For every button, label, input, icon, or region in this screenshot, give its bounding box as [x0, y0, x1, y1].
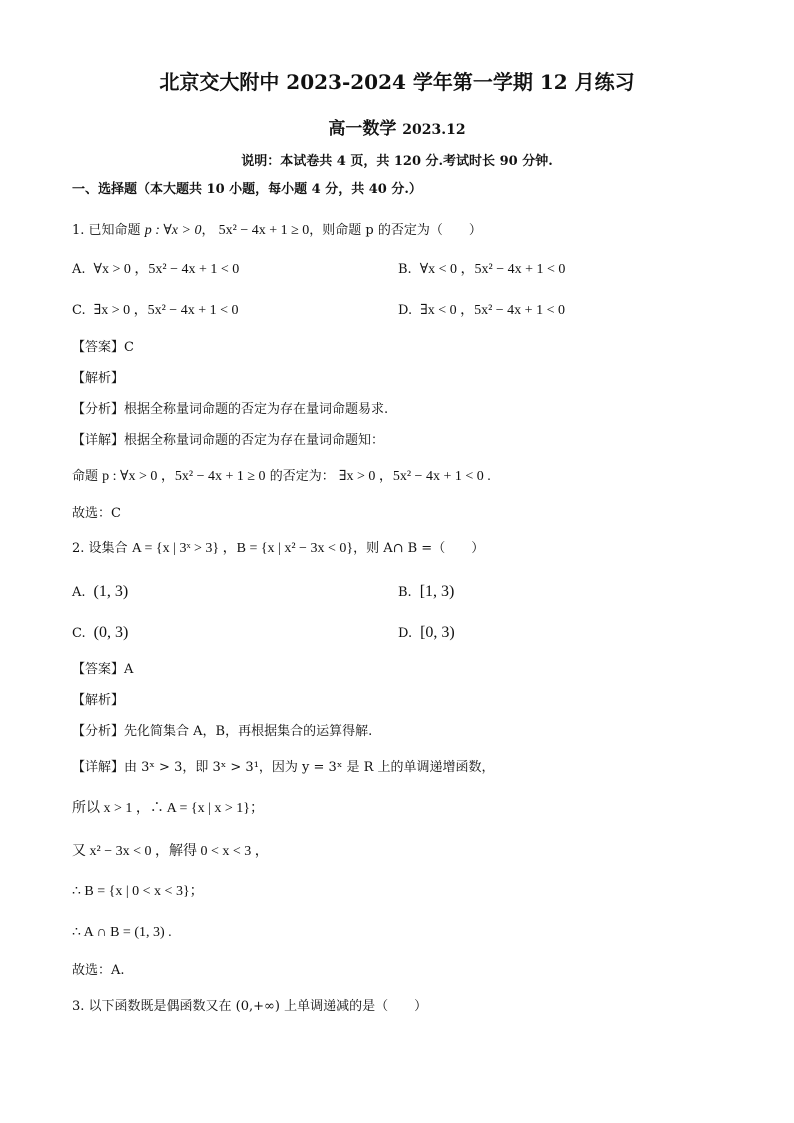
q1-analysis — [72, 401, 388, 419]
q1-option-b-label: B. — [398, 262, 412, 277]
q1-step1-mid: 的否定为： — [269, 469, 335, 484]
q1-option-d[interactable] — [398, 302, 565, 320]
q1-analysis-tag: 【分析】 — [72, 402, 125, 417]
q2-detail-text: 由 3ˣ > 3，即 3ˣ > 3¹，因为 y = 3ˣ 是 R 上的单调递增函数， — [124, 760, 495, 775]
q2-stem-prefix: 2. 设集合 — [72, 541, 128, 556]
q2-analysis-tag: 【分析】 — [72, 724, 125, 739]
q1-stem-sep: ， — [201, 223, 215, 238]
q2-step1: 所以 x > 1 ，∴ A = {x | x > 1}； — [72, 801, 264, 816]
q2-option-d-label: D. — [398, 626, 413, 641]
q2-answer — [72, 661, 133, 679]
q1-step1-math: p : ∀x > 0 ，5x² − 4x + 1 ≥ 0 — [102, 469, 266, 484]
exam-date: 2023.12 — [402, 122, 466, 138]
q1-option-c-text: ∃x > 0 ，5x² − 4x + 1 < 0 — [93, 303, 239, 318]
q1-stem-suffix: ，则命题 p 的否定为（ ） — [309, 223, 482, 238]
q1-option-c-label: C. — [72, 303, 86, 318]
exam-note: 说明：本试卷共 4 页，共 120 分.考试时长 90 分钟. — [241, 154, 553, 169]
q2-option-b-label: B. — [398, 585, 412, 600]
q1-jiexi: 【解析】 — [72, 371, 125, 386]
q1-detail-text: 根据全称量词命题的否定为存在量词命题知： — [124, 433, 385, 448]
q1-answer-tag: 【答案】 — [72, 340, 125, 355]
q2-option-a-text: (1, 3) — [93, 583, 129, 600]
q2-conclusion: 故选：A. — [72, 963, 125, 978]
q2-detail — [72, 759, 495, 777]
q2-stem — [72, 540, 484, 558]
q1-option-c[interactable] — [72, 302, 239, 320]
q2-option-c[interactable] — [72, 624, 128, 643]
q1-option-d-label: D. — [398, 303, 413, 318]
q2-step4: ∴ A ∩ B = (1, 3) . — [72, 925, 172, 940]
q2-step3: ∴ B = {x | 0 < x < 3}； — [72, 884, 204, 899]
q3-stem: 3. 以下函数既是偶函数又在 (0,+∞) 上单调递减的是（ ） — [72, 999, 428, 1014]
q1-option-a[interactable] — [72, 261, 239, 279]
section-heading: 一、选择题（本大题共 10 小题，每小题 4 分，共 40 分.） — [72, 182, 422, 197]
q2-option-b[interactable] — [398, 583, 454, 602]
q2-option-d-text: [0, 3) — [420, 624, 455, 641]
q2-option-a-label: A. — [72, 585, 86, 600]
q1-option-a-text: ∀x > 0 ，5x² − 4x + 1 < 0 — [93, 262, 240, 277]
q2-answer-value: A — [124, 662, 134, 677]
q2-jiexi: 【解析】 — [72, 693, 125, 708]
q1-option-b[interactable] — [398, 261, 565, 279]
q2-option-b-text: [1, 3) — [419, 583, 455, 600]
q2-analysis — [72, 723, 372, 741]
q2-option-c-label: C. — [72, 626, 86, 641]
q2-detail-tag: 【详解】 — [72, 760, 125, 775]
subject-label: 高一数学 — [328, 119, 397, 139]
q1-option-a-label: A. — [72, 262, 86, 277]
exam-title: 北京交大附中 2023-2024 学年第一学期 12 月练习 — [159, 70, 635, 94]
q2-answer-tag: 【答案】 — [72, 662, 125, 677]
q1-option-d-text: ∃x < 0 ，5x² − 4x + 1 < 0 — [420, 303, 565, 318]
q1-detail — [72, 432, 384, 450]
q1-detail-tag: 【详解】 — [72, 433, 125, 448]
q2-analysis-text: 先化简集合 A，B，再根据集合的运算得解. — [124, 724, 373, 739]
q2-option-c-text: (0, 3) — [93, 624, 129, 641]
q1-stem-math2: 5x² − 4x + 1 ≥ 0 — [218, 223, 310, 238]
q1-stem-prefix: 1. 已知命题 — [72, 223, 141, 238]
q1-step1-math2: ∃x > 0 ，5x² − 4x + 1 < 0 . — [338, 469, 491, 484]
q1-option-b-text: ∀x < 0 ，5x² − 4x + 1 < 0 — [419, 262, 566, 277]
q1-analysis-text: 根据全称量词命题的否定为存在量词命题易求. — [124, 402, 389, 417]
exam-subtitle — [0, 114, 794, 139]
q1-answer — [72, 339, 134, 357]
q1-conclusion: 故选：C — [72, 506, 121, 521]
q1-stem-math1: p : ∀x > 0 — [144, 223, 202, 238]
q1-step1 — [72, 468, 491, 486]
q1-step1-prefix: 命题 — [72, 469, 99, 484]
q1-answer-value: C — [124, 340, 134, 355]
q2-option-d[interactable] — [398, 624, 455, 643]
q2-step2: 又 x² − 3x < 0 ，解得 0 < x < 3 ， — [72, 844, 269, 859]
q1-stem — [72, 222, 482, 240]
q2-stem-suffix: ，则 A∩ B =（ ） — [353, 541, 485, 556]
q2-stem-math: A = {x | 3ˣ > 3} ，B = {x | x² − 3x < 0} — [131, 541, 354, 556]
q2-option-a[interactable] — [72, 583, 128, 602]
